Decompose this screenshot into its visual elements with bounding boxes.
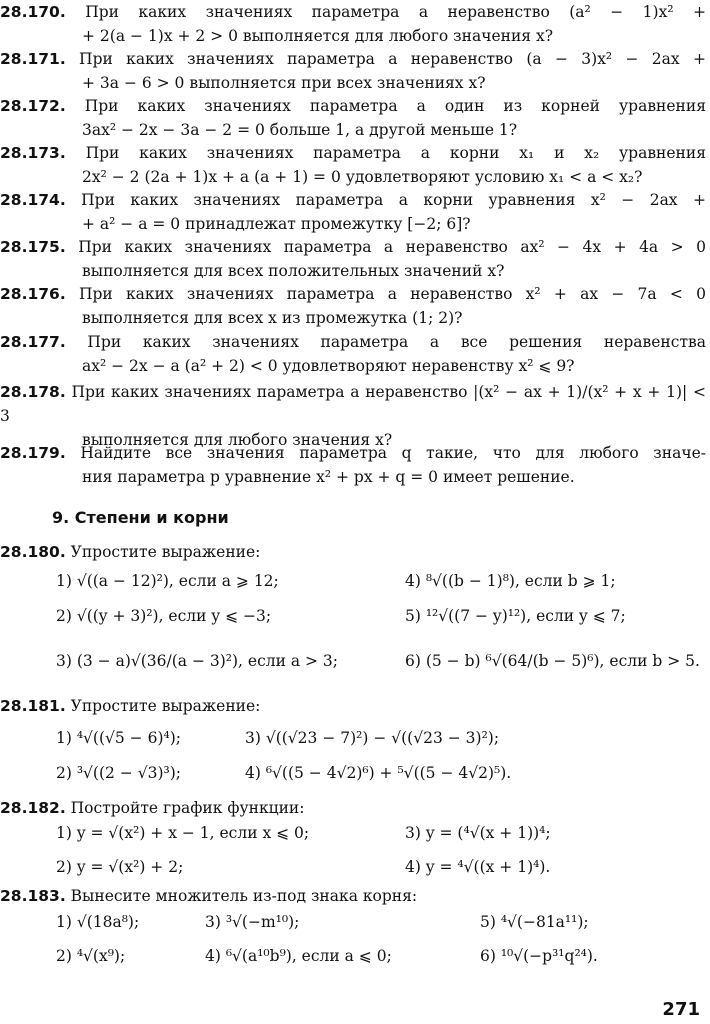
problem-text: При каких значениях параметра a корни уравнения x² − 2ax + [81, 191, 706, 209]
item: 6) (5 − b) ⁶√(64/(b − 5)⁶), если b > 5. [405, 652, 700, 670]
problem-line [0, 94, 706, 118]
item: 2) ⁴√(x⁹); [56, 947, 126, 965]
problem-item [0, 282, 706, 330]
problem-line [0, 380, 706, 428]
problem-28-182 [0, 796, 706, 820]
problem-number: 28.179. [0, 444, 66, 462]
problem-text-continued: + 3a − 6 > 0 выполняется при всех значениях x? [82, 74, 486, 92]
problem-item [0, 188, 706, 236]
item: 3) ³√(−m¹⁰); [205, 913, 300, 931]
problem-text: При каких значениях параметра a корни x₁ и x₂ уравнения [85, 144, 706, 162]
item: 2) ³√((2 − √3)³); [56, 764, 181, 782]
problem-28-180 [0, 540, 706, 564]
item: 1) √(18a⁸); [56, 913, 140, 931]
problem-number: 28.181. [0, 697, 66, 715]
item: 4) ⁶√(a¹⁰b⁹), если a ⩽ 0; [205, 947, 392, 965]
problem-text-continued: выполняется для любого значения x? [82, 431, 393, 449]
problem-text: При каких значениях параметра a неравенство x² + ax − 7a < 0 [78, 285, 706, 303]
item: 1) y = √(x²) + x − 1, если x ⩽ 0; [56, 824, 310, 842]
item: 1) √((a − 12)²), если a ⩾ 12; [56, 572, 279, 590]
problem-text: При каких значениях параметра a неравенство ax² − 4x + 4a > 0 [78, 238, 706, 256]
item: 1) ⁴√((√5 − 6)⁴); [56, 729, 181, 747]
problem-text: Упростите выражение: [70, 697, 261, 715]
problem-item [0, 47, 706, 95]
problem-number: 28.180. [0, 543, 66, 561]
item: 2) √((y + 3)²), если y ⩽ −3; [56, 607, 272, 625]
item: 4) y = ⁴√((x + 1)⁴). [405, 858, 551, 876]
problem-line [0, 188, 706, 212]
problem-line [0, 282, 706, 306]
problem-number: 28.174. [0, 191, 66, 209]
problem-item [0, 330, 706, 378]
problem-number: 28.175. [0, 238, 66, 256]
problem-text-continued: + 2(a − 1)x + 2 > 0 выполняется для любого значения x? [82, 27, 554, 45]
problem-number: 28.177. [0, 333, 66, 351]
problem-text: Найдите все значения параметра q такие, что для любого значе- [80, 444, 706, 462]
item: 2) y = √(x²) + 2; [56, 858, 184, 876]
page-number: 271 [662, 999, 700, 1020]
problem-item [0, 441, 706, 489]
item: 4) ⁶√((5 − 4√2)⁶) + ⁵√((5 − 4√2)⁵). [245, 764, 512, 782]
problem-text-continued: 3ax² − 2x − 3a − 2 = 0 больше 1, а другой меньше 1? [82, 121, 518, 139]
problem-text: При каких значениях параметра a один из корней уравнения [84, 97, 706, 115]
problem-number: 28.176. [0, 285, 66, 303]
problem-text-continued: выполняется для всех x из промежутка (1; 2)? [82, 309, 463, 327]
problem-text: При каких значениях параметра a неравенство (a − 3)x² − 2ax + [79, 50, 706, 68]
problem-text-continued: ax² − 2x − a (a² + 2) < 0 удовлетворяют неравенству x² ⩽ 9? [82, 357, 575, 375]
problem-line [0, 0, 706, 24]
item: 3) √((√23 − 7)²) − √((√23 − 3)²); [245, 729, 500, 747]
problem-text-continued: ния параметра p уравнение x² + px + q = 0 имеет решение. [82, 468, 575, 486]
problem-number: 28.170. [0, 3, 66, 21]
item: 5) ⁴√(−81a¹¹); [480, 913, 589, 931]
problem-text: При каких значениях параметра a неравенство (a² − 1)x² + [85, 3, 706, 21]
problem-line [0, 141, 706, 165]
item: 3) y = (⁴√(x + 1))⁴; [405, 824, 551, 842]
problem-text: При каких значениях параметра a неравенство |(x² − ax + 1)/(x² + x + 1)| < 3 [0, 383, 706, 425]
problem-number: 28.171. [0, 50, 66, 68]
problem-28-183 [0, 884, 706, 908]
item: 4) ⁸√((b − 1)⁸), если b ⩾ 1; [405, 572, 616, 590]
problem-text: Постройте график функции: [70, 799, 305, 817]
problem-number: 28.182. [0, 799, 66, 817]
problem-item [0, 141, 706, 189]
section-title: 9. Степени и корни [52, 508, 229, 527]
problem-line [0, 330, 706, 354]
problem-number: 28.178. [0, 383, 66, 401]
problem-item [0, 0, 706, 48]
problem-text-continued: выполняется для всех положительных значений x? [82, 262, 505, 280]
problem-number: 28.183. [0, 887, 66, 905]
problem-number: 28.172. [0, 97, 66, 115]
problem-text: Упростите выражение: [70, 543, 261, 561]
problem-line [0, 441, 706, 465]
item: 5) ¹²√((7 − y)¹²), если y ⩽ 7; [405, 607, 626, 625]
problem-line [0, 47, 706, 71]
problem-text: При каких значениях параметра a все решения неравенства [87, 333, 706, 351]
item: 3) (3 − a)√(36/(a − 3)²), если a > 3; [56, 652, 339, 670]
problem-item [0, 235, 706, 283]
problem-28-181 [0, 694, 706, 718]
problem-text-continued: 2x² − 2 (2a + 1)x + a (a + 1) = 0 удовлетворяют условию x₁ < a < x₂? [82, 168, 643, 186]
problem-text: Вынесите множитель из-под знака корня: [70, 887, 418, 905]
problem-text-continued: + a² − a = 0 принадлежат промежутку [−2; 6]? [82, 215, 471, 233]
problem-line [0, 235, 706, 259]
problem-item [0, 94, 706, 142]
item: 6) ¹⁰√(−p³¹q²⁴). [480, 947, 598, 965]
problem-number: 28.173. [0, 144, 66, 162]
